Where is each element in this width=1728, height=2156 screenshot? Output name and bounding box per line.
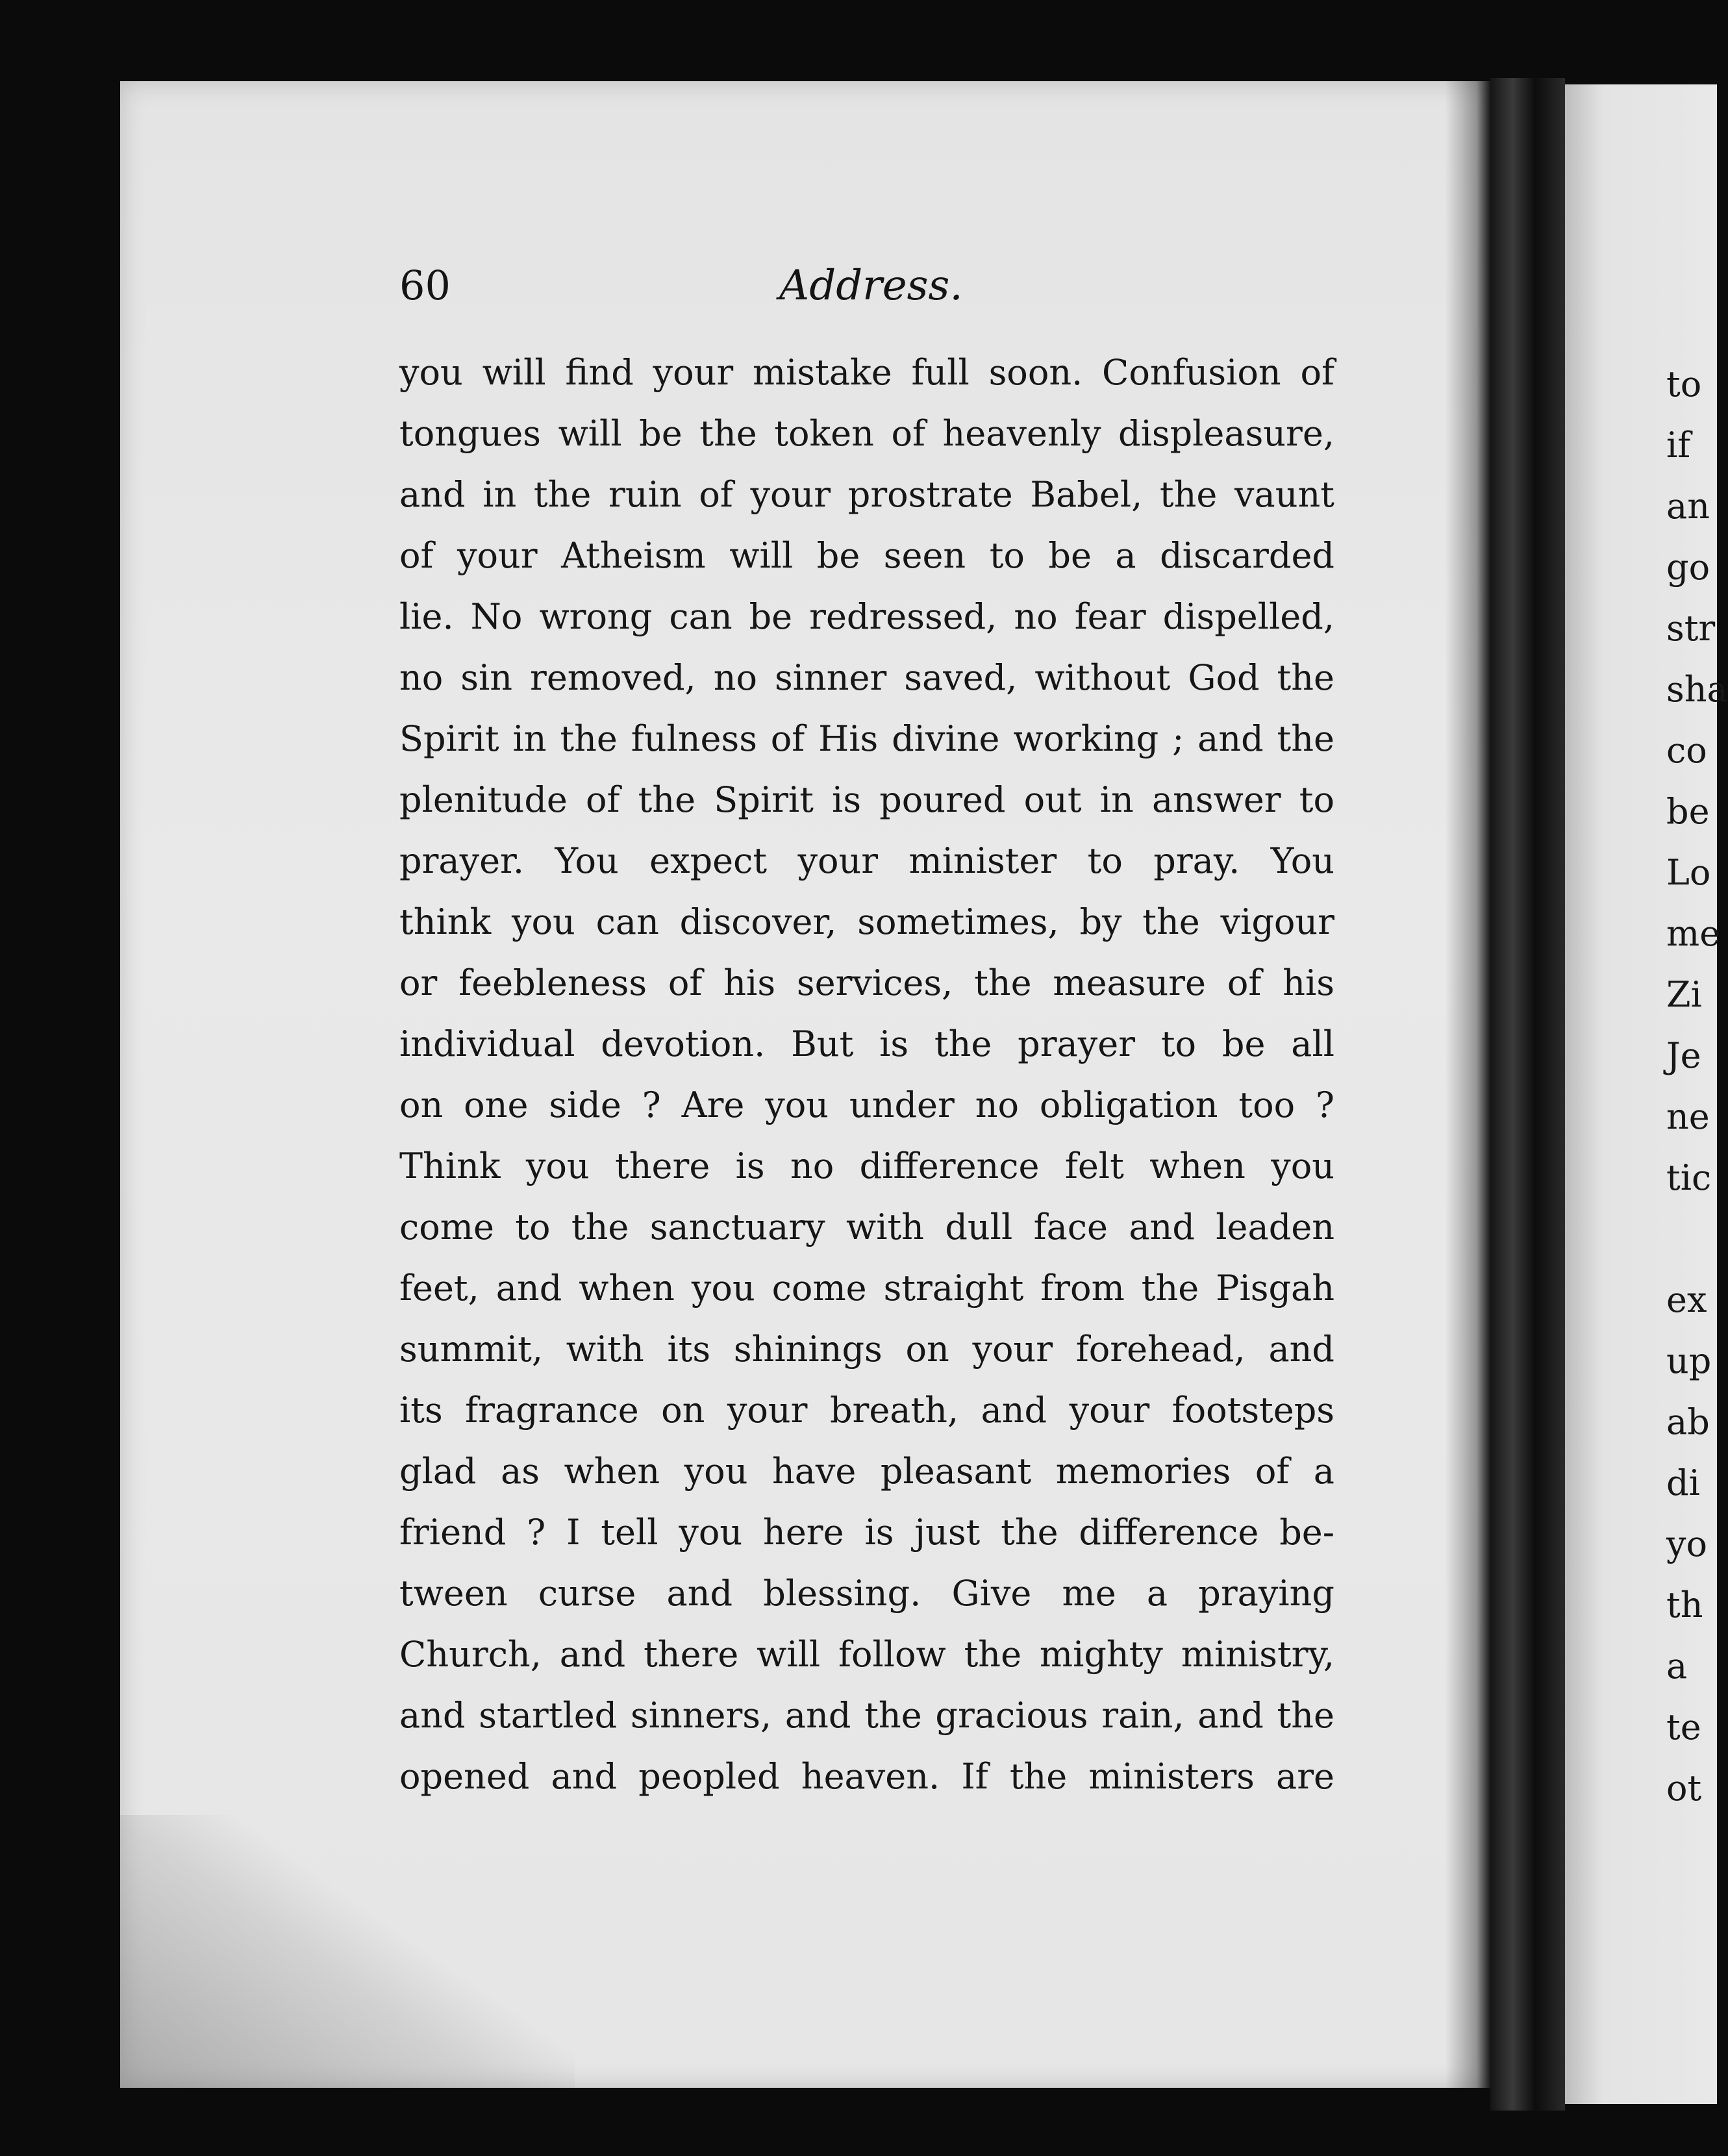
right-page-fragment: Zi [1666,974,1702,1015]
text-line: come to the sanctuary with dull face and leaden [399,1207,1334,1247]
text-line: Think you there is no difference felt when you [399,1146,1334,1186]
right-page-fragment: an [1666,486,1710,527]
text-line: lie. No wrong can be redressed, no fear dispelled, [399,596,1334,637]
text-line: Spirit in the fulness of His divine working ; and the [399,718,1334,759]
text-line: individual devotion. But is the prayer to be all [399,1023,1334,1064]
text-line: on one side ? Are you under no obligation too ? [399,1084,1334,1125]
right-page-fragment: ab [1666,1401,1710,1442]
text-line: prayer. You expect your minister to pray. You [399,840,1334,881]
text-line: and startled sinners, and the gracious rain, and the [399,1695,1334,1736]
right-page-fragment: if [1666,425,1691,466]
right-page-fragment: go [1666,547,1710,588]
text-line: Church, and there will follow the mighty ministry, [399,1634,1334,1675]
text-line: tongues will be the token of heavenly displeasure, [399,413,1334,454]
right-page-fragment: to [1666,364,1702,405]
running-head: Address. [779,262,963,310]
text-line: you will find your mistake full soon. Confusion of [399,352,1334,393]
page-gutter-shadow [1445,81,1490,2088]
right-page-fragment: ex [1666,1279,1707,1320]
right-page-fragment: ne [1666,1096,1710,1137]
right-page-fragment: Lo [1666,852,1711,893]
right-page-fragment: yo [1666,1523,1708,1564]
right-page-fragment: th [1666,1585,1703,1625]
right-page-fragment: tic [1666,1157,1712,1198]
body-text [399,342,1334,1807]
text-line: its fragrance on your breath, and your footsteps [399,1390,1334,1431]
text-line: and in the ruin of your prostrate Babel, the vaunt [399,474,1334,515]
page-number: 60 [399,262,451,309]
text-line: summit, with its shinings on your forehead, and [399,1329,1334,1370]
page-corner-shadow [120,1815,575,2088]
right-page-fragment: di [1666,1462,1700,1503]
right-page-fragment: ot [1666,1768,1702,1809]
right-page-fragment: Je [1666,1035,1701,1076]
text-line: glad as when you have pleasant memories of a [399,1451,1334,1492]
text-line: think you can discover, sometimes, by the vigour [399,901,1334,942]
paragraph-gap [1666,1209,1717,1270]
text-line: feet, and when you come straight from the Pisgah [399,1268,1334,1309]
right-page-fragment: me [1666,913,1721,954]
right-page-fragment: a [1666,1646,1688,1686]
text-line: of your Atheism will be seen to be a discarded [399,535,1334,576]
text-line: no sin removed, no sinner saved, without God the [399,657,1334,698]
text-line: plenitude of the Spirit is poured out in answer to [399,779,1334,820]
text-line: or feebleness of his services, the measure of his [399,962,1334,1003]
right-page-fragment: be [1666,791,1710,832]
text-line: tween curse and blessing. Give me a praying [399,1573,1334,1614]
right-page-fragment: te [1666,1707,1701,1748]
text-line: opened and peopled heaven. If the ministers are [399,1756,1334,1797]
book-spine [1490,78,1565,2111]
right-page-fragment: up [1666,1340,1712,1381]
right-page-fragment: str [1666,608,1716,649]
right-page-fragment: sha [1666,669,1728,710]
page-header [399,257,1334,315]
text-line: friend ? I tell you here is just the difference be- [399,1512,1334,1553]
right-page-fragment: co [1666,730,1707,771]
right-page-text [1666,354,1728,1819]
